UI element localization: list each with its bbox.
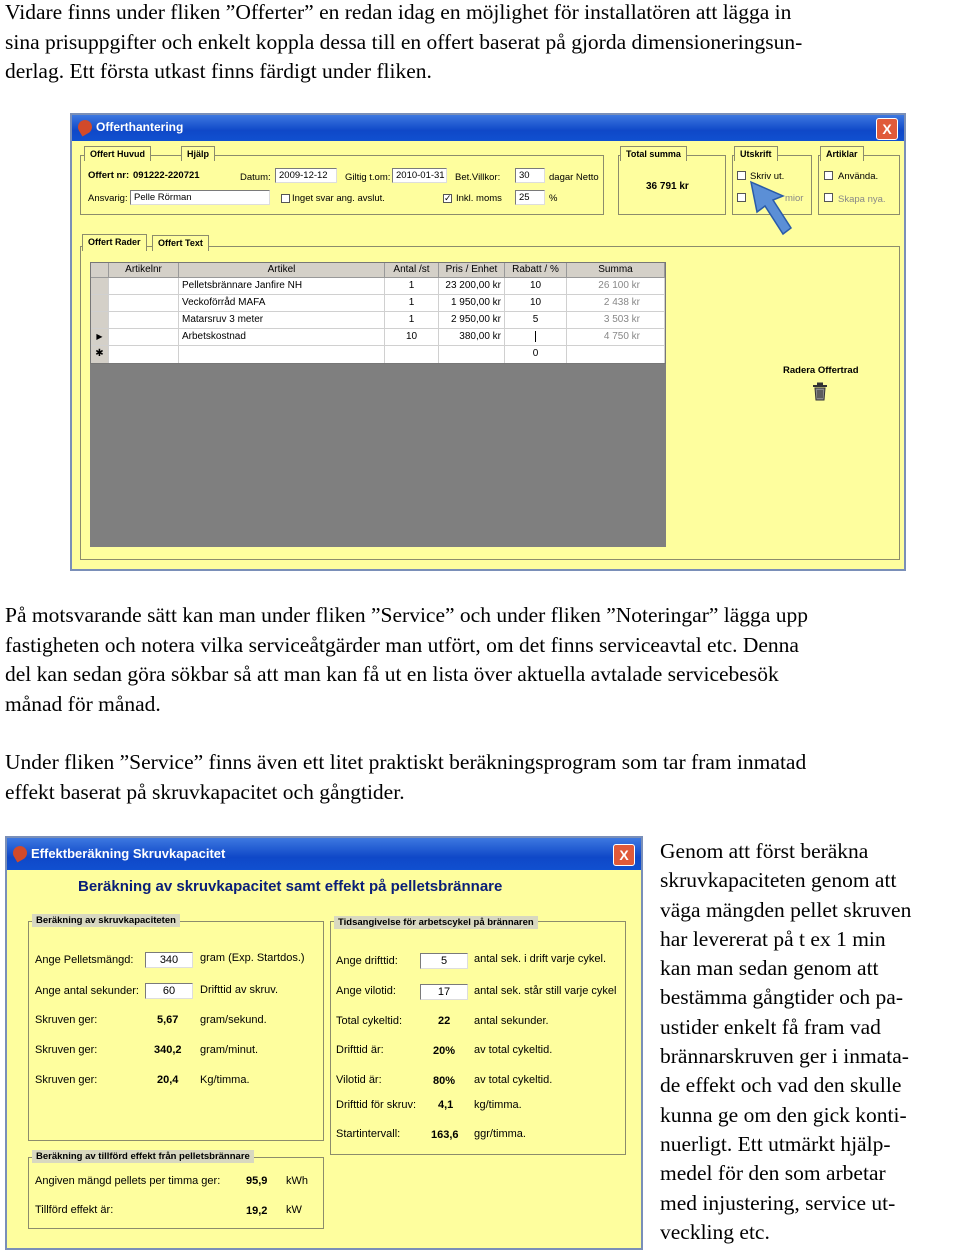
tab-hjalp[interactable]: Hjälp (181, 146, 215, 161)
cell-antal[interactable] (385, 346, 439, 363)
skruvkapacitet-group-label: Beräkning av skruvkapaciteten (32, 914, 180, 927)
drifttid-ar-unit: av total cykeltid. (474, 1044, 553, 1056)
text-line: de effekt och vad den skulle (660, 1073, 902, 1098)
cell-summa: 26 100 kr (567, 278, 665, 295)
angiven-mangd-unit: kWh (286, 1175, 308, 1187)
radera-offertrad-label: Radera Offertrad (783, 365, 859, 376)
vilotid-unit: antal sek. står still varje cykel (474, 985, 617, 997)
text-line: sina prisuppgifter och enkelt koppla dessa till en offert baserat på gjorda dimensioneringsun- (5, 29, 803, 54)
text-line: kan man sedan genom att (660, 956, 879, 981)
text-line: effekt baserat på skruvkapacitet och gångtider. (5, 779, 405, 804)
cell-rabatt[interactable]: 10 (505, 278, 567, 295)
text-line: bestämma gångtider och pa- (660, 985, 903, 1010)
skruven-ger-value: 20,4 (157, 1074, 179, 1086)
paragraph-2 (5, 601, 808, 719)
total-cykeltid-label: Total cykeltid: (336, 1015, 403, 1027)
cell-artikel[interactable] (179, 346, 385, 363)
row-selector[interactable] (91, 312, 109, 329)
effekt-heading: Beräkning av skruvkapacitet samt effekt på pelletsbrännare (78, 878, 503, 895)
tab-offert-huvud[interactable]: Offert Huvud (84, 146, 151, 161)
current-row-indicator-icon[interactable]: ▶ (91, 329, 109, 346)
text-line: Genom att först beräkna (660, 839, 869, 863)
tab-offert-rader[interactable]: Offert Rader (82, 234, 147, 251)
tillford-effekt-value: 19,2 (246, 1205, 268, 1217)
cell-artikelnr[interactable] (109, 346, 179, 363)
vilotid-label: Ange vilotid: (336, 985, 396, 997)
col-pris[interactable]: Pris / Enhet (439, 263, 505, 278)
text-line: medel för den som arbetar (660, 1161, 886, 1186)
vilotid-ar-value: 80% (433, 1075, 456, 1087)
cell-rabatt-editing[interactable] (505, 329, 567, 346)
skruven-ger-label: Skruven ger: (35, 1074, 98, 1086)
total-summa-label: Total summa (620, 146, 687, 161)
skruven-ger-unit: Kg/timma. (200, 1074, 250, 1086)
skruven-ger-unit: gram/minut. (200, 1044, 259, 1056)
text-line: har levererat på t ex 1 min (660, 926, 886, 951)
moms-field[interactable]: 25 (515, 190, 545, 205)
cell-summa: 2 438 kr (567, 295, 665, 312)
startintervall-label: Startintervall: (336, 1128, 401, 1140)
tab-offert-text[interactable]: Offert Text (152, 235, 209, 251)
offert-nr-value: 091222-220721 (133, 170, 200, 181)
col-summa[interactable]: Summa (567, 263, 665, 278)
cell-antal[interactable]: 1 (385, 295, 439, 312)
angiven-mangd-label: Angiven mängd pellets per timma ger: (35, 1175, 221, 1187)
drifttid-skruv-label: Drifttid för skruv: (336, 1099, 417, 1111)
skruven-ger-unit: gram/sekund. (200, 1014, 267, 1026)
cell-artikel[interactable]: Pelletsbrännare Janfire NH (179, 278, 385, 295)
arbetscykel-group-label: Tidsangivelse för arbetscykel på brännaren (334, 916, 538, 929)
vilotid-input[interactable]: 17 (420, 984, 468, 1000)
artiklar-group (818, 155, 900, 215)
text-line: skruvkapaciteten genom att (660, 868, 897, 893)
artiklar-label: Artiklar (820, 146, 864, 161)
cell-artikelnr[interactable] (109, 312, 179, 329)
text-cursor (535, 331, 536, 342)
tillford-effekt-group-label: Beräkning av tillförd effekt från pelletsbrännare (32, 1150, 254, 1163)
trash-icon[interactable] (811, 381, 829, 401)
vilotid-ar-unit: av total cykeltid. (474, 1074, 553, 1086)
close-button[interactable]: X (876, 118, 898, 140)
offert-rows-table (90, 262, 666, 364)
cell-artikelnr[interactable] (109, 295, 179, 312)
ansvarig-label: Ansvarig: (88, 193, 128, 204)
drifttid-input[interactable]: 5 (420, 953, 468, 969)
new-row-asterisk-icon[interactable]: ✱ (91, 346, 109, 363)
skriv-ut-checkbox[interactable] (737, 171, 746, 180)
total-value: 36 791 kr (646, 181, 689, 192)
skriv-ut-label[interactable]: Skriv ut. (750, 171, 785, 182)
text-line: brännarskruven ger i inmata- (660, 1044, 909, 1069)
bet-villkor-field[interactable]: 30 (515, 168, 545, 183)
cell-summa: 4 750 kr (567, 329, 665, 346)
cell-pris[interactable]: 23 200,00 kr (439, 278, 505, 295)
table-empty-area (90, 364, 666, 547)
row-selector-header (91, 263, 109, 278)
cell-artikelnr[interactable] (109, 278, 179, 295)
antal-sekunder-unit: Drifttid av skruv. (200, 984, 279, 996)
text-line: veckling etc. (660, 1219, 770, 1244)
ansvarig-field[interactable]: Pelle Rörman (130, 190, 270, 205)
paragraph-1 (5, 0, 802, 87)
cell-artikel[interactable]: Arbetskostnad (179, 329, 385, 346)
utskrift-label: Utskrift (734, 146, 778, 161)
cell-antal[interactable]: 1 (385, 278, 439, 295)
pointer-arrow-icon (747, 178, 797, 238)
moms-percent: % (549, 193, 558, 204)
side-paragraph (660, 837, 911, 1247)
effekt-titlebar (7, 838, 641, 870)
drifttid-label: Ange drifttid: (336, 955, 398, 967)
app-icon (10, 843, 29, 862)
text-line: kunna ge om den gick konti- (660, 1102, 907, 1127)
pelletsmangd-label: Ange Pelletsmängd: (35, 954, 134, 966)
cell-summa (567, 346, 665, 363)
col-artikel[interactable]: Artikel (179, 263, 385, 278)
offert-titlebar (72, 115, 904, 141)
text-line: derlag. Ett första utkast finns färdigt under fliken. (5, 59, 432, 83)
text-line: nuerligt. Ett utmärkt hjälp- (660, 1131, 891, 1156)
datum-field[interactable]: 2009-12-12 (275, 168, 337, 183)
paragraph-3 (5, 748, 806, 807)
effekt-window-title: Effektberäkning Skruvkapacitet (31, 846, 226, 861)
drifttid-skruv-unit: kg/timma. (474, 1099, 522, 1111)
antal-sekunder-label: Ange antal sekunder: (35, 985, 139, 997)
text-line: månad för månad. (5, 691, 161, 716)
pelletsmangd-input[interactable]: 340 (145, 952, 193, 968)
cell-antal[interactable]: 10 (385, 329, 439, 346)
tillford-effekt-label: Tillförd effekt är: (35, 1204, 114, 1216)
inget-svar-checkbox[interactable] (281, 194, 290, 203)
cell-artikelnr[interactable] (109, 329, 179, 346)
text-line: ustider enkelt få fram vad (660, 1014, 881, 1039)
skapa-nya-checkbox[interactable] (824, 193, 833, 202)
vilotid-ar-label: Vilotid är: (336, 1074, 382, 1086)
text-line: väga mängden pellet skruven (660, 897, 912, 922)
inkl-moms-label: Inkl. moms (456, 193, 502, 204)
text-line: Under fliken ”Service” finns även ett litet praktiskt beräkningsprogram som tar fram inmatad (5, 750, 807, 774)
text-line: Vidare finns under fliken ”Offerter” en redan idag en möjlighet för installatören att lägga in (5, 0, 792, 24)
inkl-moms-checkbox[interactable]: ✓ (444, 193, 452, 203)
startintervall-unit: ggr/timma. (474, 1128, 526, 1140)
startintervall-value: 163,6 (431, 1129, 459, 1141)
drifttid-skruv-value: 4,1 (438, 1099, 454, 1111)
cell-artikel[interactable]: Veckoförråd MAFA (179, 295, 385, 312)
text-line: På motsvarande sätt kan man under fliken ”Service” och under fliken ”Noteringar” lägga upp (5, 603, 808, 627)
cell-pris[interactable]: 2 950,00 kr (439, 312, 505, 329)
text-line: fastigheten och notera vilka serviceåtgärder man utfört, om det finns serviceavtal etc. Denna (5, 632, 799, 657)
cell-rabatt[interactable]: 5 (505, 312, 567, 329)
giltig-label: Giltig t.om: (345, 172, 391, 183)
tillford-effekt-unit: kW (286, 1204, 302, 1216)
cell-antal[interactable]: 1 (385, 312, 439, 329)
row-selector[interactable] (91, 278, 109, 295)
skruven-ger-label: Skruven ger: (35, 1044, 98, 1056)
cell-pris[interactable]: 380,00 kr (439, 329, 505, 346)
cell-pris[interactable] (439, 346, 505, 363)
skruven-ger-value: 340,2 (154, 1044, 182, 1056)
app-icon (75, 117, 94, 136)
offert-huvud-group (80, 155, 604, 215)
cell-rabatt[interactable]: 10 (505, 295, 567, 312)
antal-sekunder-input[interactable]: 60 (145, 983, 193, 999)
offert-window-title: Offerthantering (96, 120, 184, 134)
cell-summa: 3 503 kr (567, 312, 665, 329)
cell-artikel[interactable]: Matarsruv 3 meter (179, 312, 385, 329)
inget-svar-label: Inget svar ang. avslut. (292, 193, 385, 204)
cell-rabatt[interactable]: 0 (505, 346, 567, 363)
cell-pris[interactable]: 1 950,00 kr (439, 295, 505, 312)
skruven-ger-value: 5,67 (157, 1014, 179, 1026)
anvanda-checkbox[interactable] (824, 171, 833, 180)
text-line: med injustering, service ut- (660, 1190, 896, 1215)
mior-label: mior (785, 193, 804, 204)
tillford-effekt-group (28, 1157, 324, 1229)
anvanda-label: Använda. (838, 171, 879, 182)
close-button[interactable]: X (613, 844, 635, 866)
offert-nr-label: Offert nr: (88, 170, 130, 181)
drifttid-unit: antal sek. i drift varje cykel. (474, 953, 607, 965)
row-selector[interactable] (91, 295, 109, 312)
drifttid-ar-label: Drifttid är: (336, 1044, 384, 1056)
giltig-field[interactable]: 2010-01-31 (392, 168, 447, 183)
skruven-ger-label: Skruven ger: (35, 1014, 98, 1026)
col-rabatt[interactable]: Rabatt / % (505, 263, 567, 278)
col-artikelnr[interactable]: Artikelnr (109, 263, 179, 278)
angiven-mangd-value: 95,9 (246, 1175, 268, 1187)
pelletsmangd-unit: gram (Exp. Startdos.) (200, 952, 305, 964)
text-line: del kan sedan göra sökbar så att man kan få ut en lista över aktuella avtalade servicebesök (5, 662, 779, 686)
bet-villkor-label: Bet.Villkor: (455, 172, 501, 183)
datum-label: Datum: (240, 172, 271, 183)
col-antal[interactable]: Antal /st (385, 263, 439, 278)
skapa-nya-label: Skapa nya. (838, 194, 886, 205)
drifttid-ar-value: 20% (433, 1045, 456, 1057)
total-cykeltid-unit: antal sekunder. (474, 1015, 549, 1027)
total-cykeltid-value: 22 (438, 1015, 451, 1027)
extra-checkbox[interactable] (737, 193, 746, 202)
dagar-netto-label: dagar Netto (549, 172, 599, 183)
